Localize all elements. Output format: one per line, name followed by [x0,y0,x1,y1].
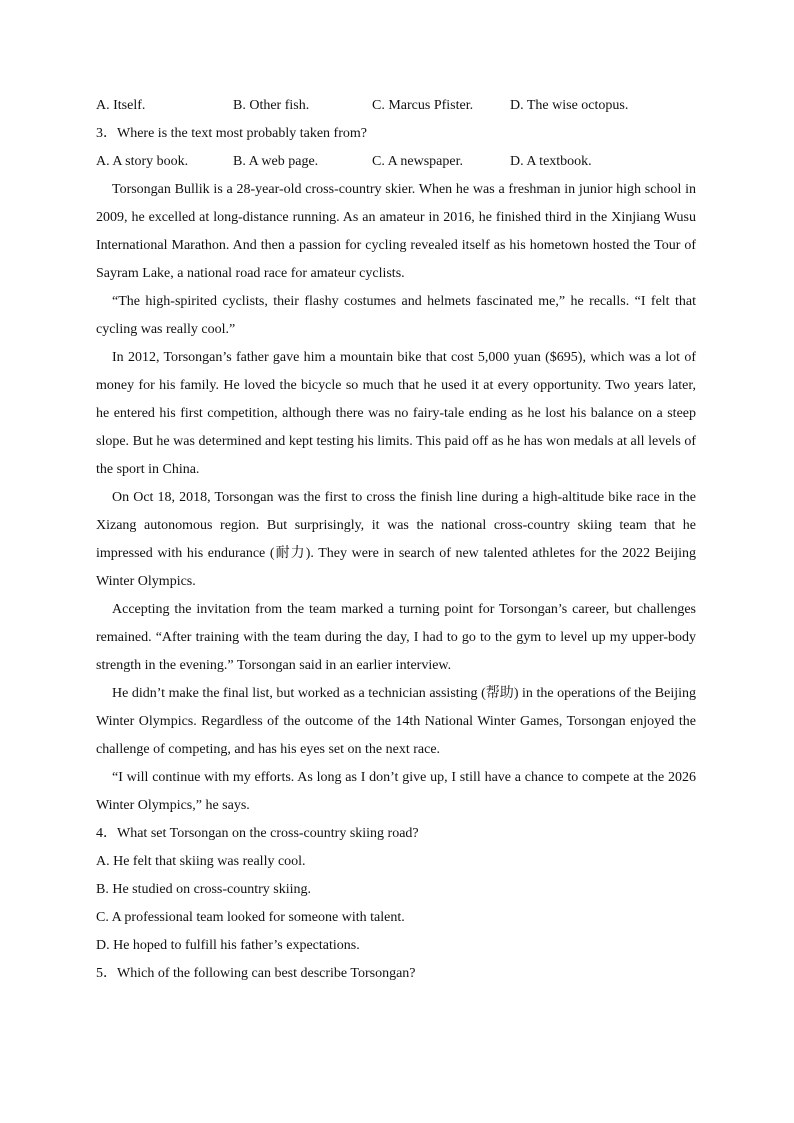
q5-question: 5．Which of the following can best describe Torsongan? [96,966,416,981]
q4-question: 4．What set Torsongan on the cross-country skiing road? [96,826,419,841]
q4-option-a: A. He felt that skiing was really cool. [96,854,306,869]
document-content [96,92,696,988]
passage-paragraph-3: In 2012, Torsongan’s father gave him a mountain bike that cost 5,000 yuan ($695), which was a lot of money for his family. He loved the bicycle so much that he used it at every opportunity. Two years later, he entered his first competition, although there was no fairy-tale ending as he lost his balance on a steep slope. But he was determined and kept testing his limits. This paid off as he has won medals at all levels of the sport in China. [96,350,696,477]
q2-option-c: C. Marcus Pfister. [372,98,474,113]
passage-paragraph-7: “I will continue with my efforts. As long as I don’t give up, I still have a chance to compete at the 2026 Winter Olympics,” he says. [96,770,696,813]
passage-paragraph-2: “The high-spirited cyclists, their flashy costumes and helmets fascinated me,” he recalls. “I felt that cycling was really cool.” [96,294,696,337]
passage-paragraph-4: On Oct 18, 2018, Torsongan was the first to cross the finish line during a high-altitude bike race in the Xizang autonomous region. But surprisingly, it was the national cross-country skiing team that he impressed with his endurance (耐力). They were in search of new talented athletes for the 2022 Beijing Winter Olympics. [96,490,696,589]
passage-paragraph-1: Torsongan Bullik is a 28-year-old cross-country skier. When he was a freshman in junior high school in 2009, he excelled at long-distance running. As an amateur in 2016, he finished third in the Xinjiang Wusu International Marathon. And then a passion for cycling revealed itself as his hometown hosted the Tour of Sayram Lake, a national road race for amateur cyclists. [96,182,696,281]
passage-paragraph-6: He didn’t make the final list, but worked as a technician assisting (帮助) in the operations of the Beijing Winter Olympics. Regardless of the outcome of the 14th National Winter Games, Torsongan enjoyed the challenge of competing, and has his eyes set on the next race. [96,686,696,757]
q3-option-c: C. A newspaper. [372,154,463,169]
q3-question: 3．Where is the text most probably taken from? [96,126,367,141]
q3-options [96,148,696,176]
q3-option-a: A. A story book. [96,154,189,169]
q3-option-d: D. A textbook. [510,154,592,169]
q4-option-d: D. He hoped to fulfill his father’s expectations. [96,938,360,953]
q2-option-b: B. Other fish. [233,98,310,113]
q4-option-c: C. A professional team looked for someone with talent. [96,910,405,925]
q2-option-a: A. Itself. [96,98,146,113]
q2-options [96,92,696,120]
q4-option-b: B. He studied on cross-country skiing. [96,882,312,897]
passage-paragraph-5: Accepting the invitation from the team marked a turning point for Torsongan’s career, but challenges remained. “After training with the team during the day, I had to go to the gym to level up my upper-body strength in the evening.” Torsongan said in an earlier interview. [96,602,696,673]
q2-option-d: D. The wise octopus. [510,98,629,113]
q3-option-b: B. A web page. [233,154,319,169]
